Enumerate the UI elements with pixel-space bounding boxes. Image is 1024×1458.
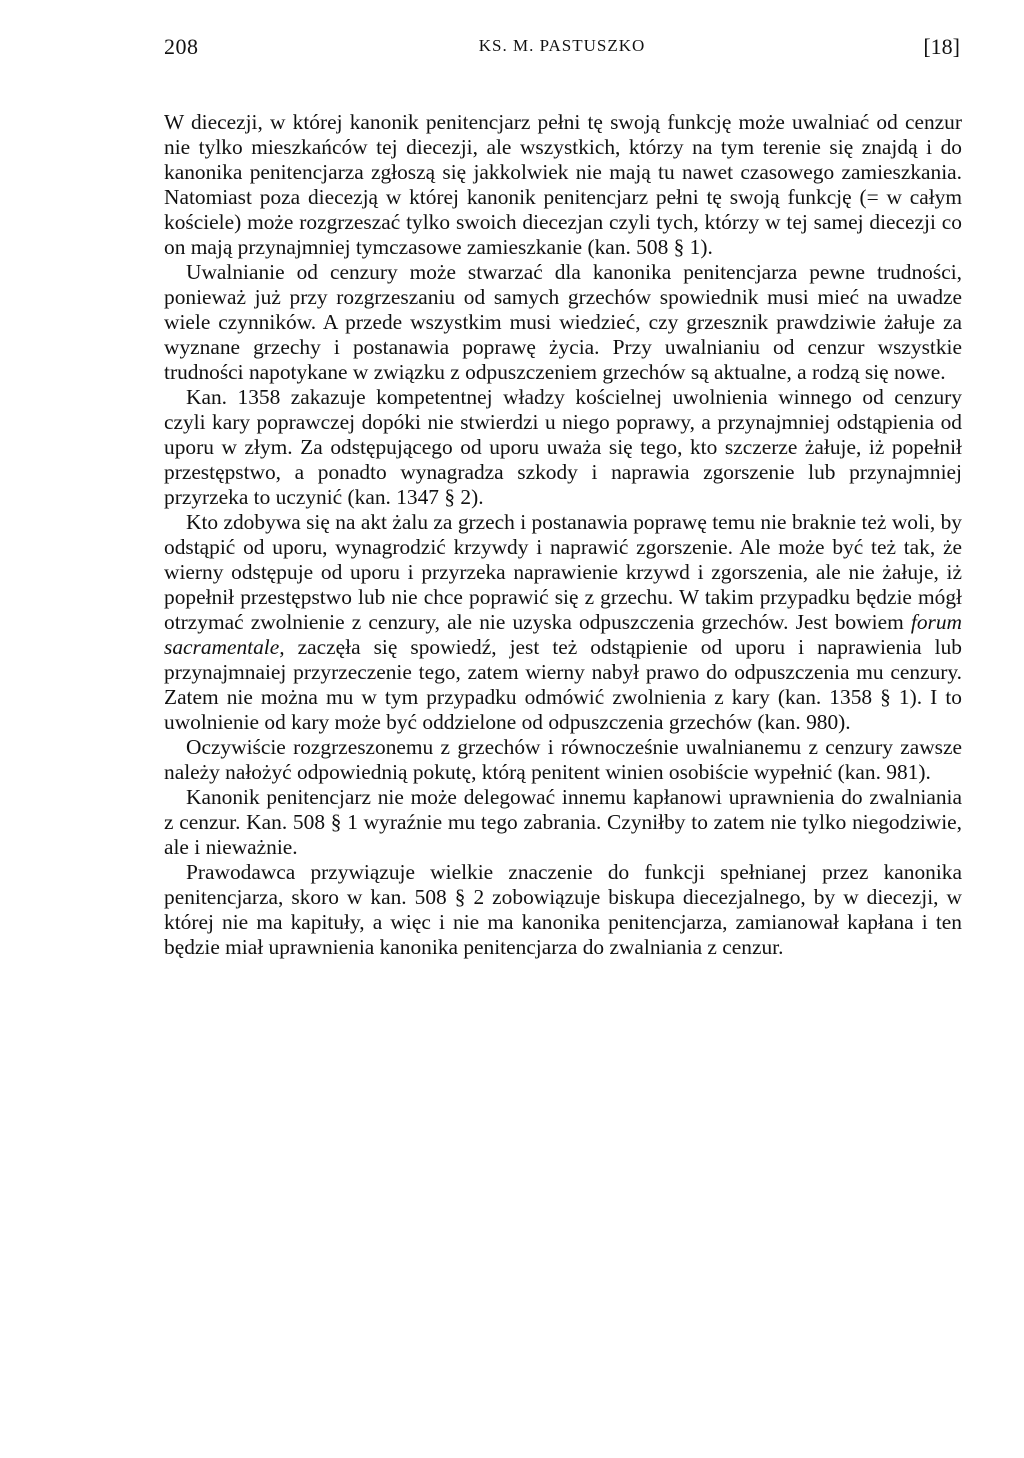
paragraph-6: Kanonik penitencjarz nie może delegować innemu kapłanowi uprawnienia do zwalniania z cenzur. Kan. 508 § 1 wyraźnie mu tego zabrania. Czyniłby to zatem nie tylko niegodziwie, ale i nieważnie.	[164, 785, 962, 859]
paragraph-5: Oczywiście rozgrzeszonemu z grzechów i równocześnie uwalnianemu z cenzury zawsze należy nałożyć odpowiednią pokutę, którą penitent winien osobiście wypełnić (kan. 981).	[164, 735, 962, 784]
paragraph-7: Prawodawca przywiązuje wielkie znaczenie do funkcji spełnianej przez kanonika penitencjarza, skoro w kan. 508 § 2 zobowiązuje biskupa diecezjalnego, by w diecezji, w której nie ma kapituły, a więc i nie ma kanonika penitencjarza, zamianował kapłana i ten będzie miał uprawnienia kanonika penitencjarza do zwalniania z cenzur.	[164, 860, 962, 959]
running-title: KS. M. PASTUSZKO	[478, 36, 646, 55]
paragraph-1: W diecezji, w której kanonik penitencjarz pełni tę swoją funkcję może uwalniać od cenzur nie tylko mieszkańców tej diecezji, ale wszystkich, którzy na tym terenie się znajdą i do kanonika penitencjarza zgłoszą się jakkolwiek nie mają tu nawet czasowego zamieszkania. Natomiast poza diecezją w której kanonik penitencjarz pełni tę swoją funkcję (= w całym kościele) może rozgrzeszać tylko swoich diecezjan czyli tych, którzy w tej samej diecezji co on mają przynajmniej tymczasowe zamieszkanie (kan. 508 § 1).	[164, 110, 962, 259]
section-marker: [18]	[923, 34, 960, 59]
paragraph-4-text-before: Kto zdobywa się na akt żalu za grzech i postanawia poprawę temu nie braknie też woli, by odstąpić od uporu, wynagrodzić krzywdy i naprawić zgorszenie. Ale może być też tak, że wierny odstępuje od uporu i przyrzeka naprawienie krzywd i zgorszenia, ale nie żałuje, iż popełnił przestępstwo lub nie chce poprawić się z grzechu. W takim przypadku będzie mógł otrzymać zwolnienie z cenzury, ale nie uzyska odpuszczenia grzechów. Jest bowiem	[164, 510, 962, 634]
paragraph-2: Uwalnianie od cenzury może stwarzać dla kanonika penitencjarza pewne trudności, ponieważ już przy rozgrzeszaniu od samych grzechów spowiednik musi mieć na uwadze wiele czynników. A przede wszystkim musi wiedzieć, czy grzesznik prawdziwie żałuje za wyznane grzechy i postanawia poprawę życia. Przy uwalnianiu od cenzur wszystkie trudności napotykane w związku z odpuszczeniem grzechów są aktualne, a rodzą się nowe.	[164, 260, 962, 384]
paragraph-4-text-after: zaczęła się spowiedź, jest też odstąpienie od uporu i naprawienia lub przynajmnaiej przyrzeczenie tego, zatem wierny nabył prawo do odpuszczenia mu cenzury. Zatem nie można mu w tym przypadku odmówić zwolnienia z kary (kan. 1358 § 1). I to uwolnienie od kary może być oddzielone od odpuszczenia grzechów (kan. 980).	[164, 635, 962, 734]
page-number: 208	[164, 34, 199, 59]
running-header	[164, 34, 960, 64]
paragraph-3: Kan. 1358 zakazuje kompetentnej władzy kościelnej uwolnienia winnego od cenzury czyli kary poprawczej dopóki nie stwierdzi u niego poprawy, a przynajmniej odstąpienia od uporu w złym. Za odstępującego od uporu uważa się tego, kto szczerze żałuje, iż popełnił przestępstwo, a ponadto wynagradza szkody i naprawia zgorszenie lub przynajmniej przyrzeka to uczynić (kan. 1347 § 2).	[164, 385, 962, 509]
paragraph-4	[164, 510, 962, 735]
body-text	[164, 110, 962, 960]
paragraph-4-italic-term: forum sacramentale,	[164, 610, 962, 659]
